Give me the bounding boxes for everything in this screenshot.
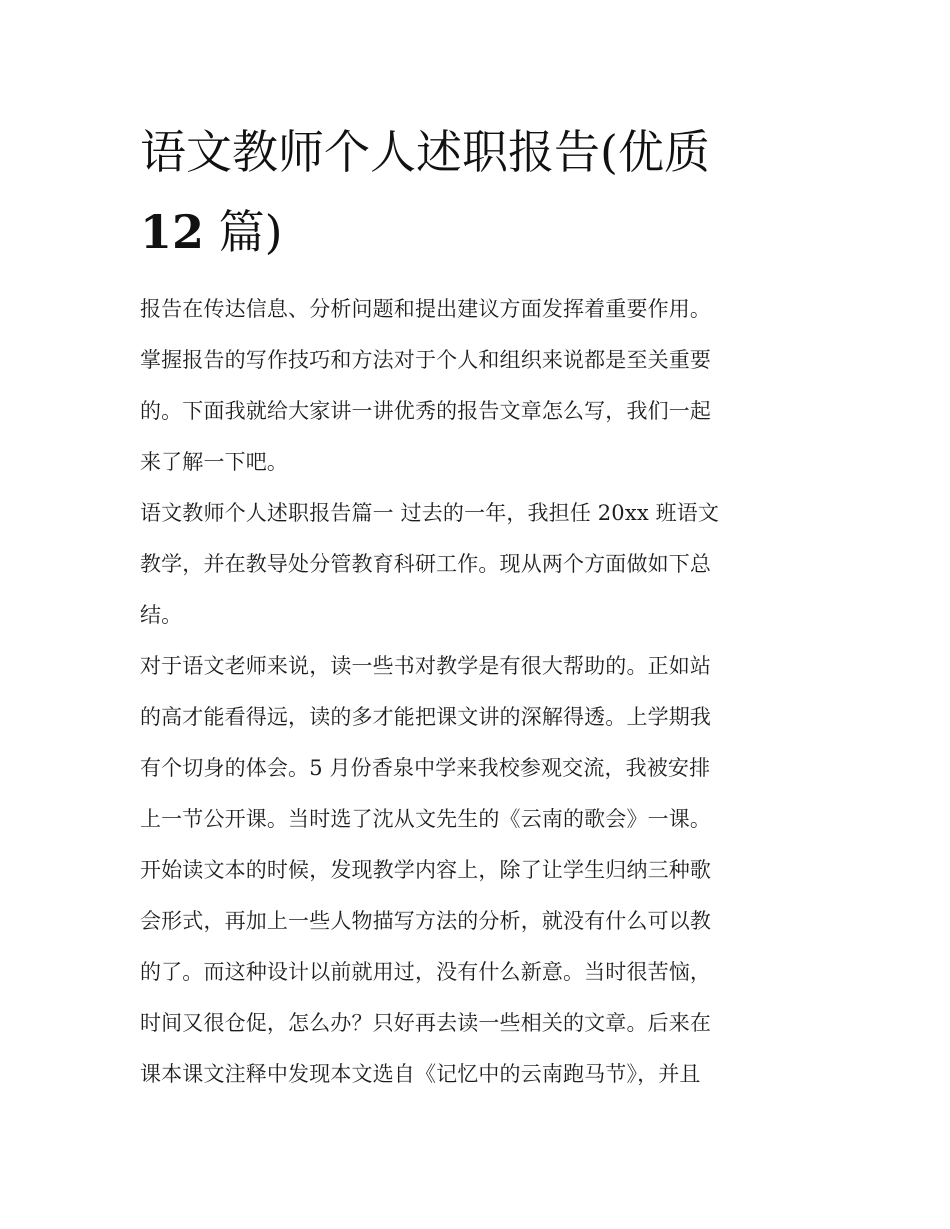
paragraph-section-one bbox=[140, 488, 812, 641]
paragraph-line: 有个切身的体会。5 月份香泉中学来我校参观交流，我被安排 bbox=[140, 756, 711, 780]
title-line-2 bbox=[140, 192, 812, 272]
paragraph-intro bbox=[140, 284, 812, 488]
document-page bbox=[140, 112, 812, 1100]
paragraph-line: 掌握报告的写作技巧和方法对于个人和组织来说都是至关重要 bbox=[140, 348, 712, 372]
paragraph-line: 来了解一下吧。 bbox=[140, 450, 289, 474]
paragraph-line: 时间又很仓促，怎么办？只好再去读一些相关的文章。后来在 bbox=[140, 1011, 712, 1035]
paragraph-line: 上一节公开课。当时选了沈从文先生的《云南的歌会》一课。 bbox=[140, 807, 712, 831]
title-count: 12 bbox=[140, 205, 205, 259]
paragraph-line: 对于语文老师来说，读一些书对教学是有很大帮助的。正如站 bbox=[140, 654, 712, 678]
paragraph-line: 的了。而这种设计以前就用过，没有什么新意。当时很苦恼， bbox=[140, 960, 712, 984]
document-title bbox=[140, 112, 812, 272]
paragraph-line: 报告在传达信息、分析问题和提出建议方面发挥着重要作用。 bbox=[140, 297, 712, 321]
paragraph-line: 开始读文本的时候，发现教学内容上，除了让学生归纳三种歌 bbox=[140, 858, 712, 882]
paragraph-line: 教学，并在教导处分管教育科研工作。现从两个方面做如下总 bbox=[140, 552, 712, 576]
paragraph-line: 会形式，再加上一些人物描写方法的分析，就没有什么可以教 bbox=[140, 909, 712, 933]
title-suffix: 篇) bbox=[204, 205, 283, 259]
paragraph-line: 的。下面我就给大家讲一讲优秀的报告文章怎么写，我们一起 bbox=[140, 399, 712, 423]
paragraph-line: 课本课文注释中发现本文选自《记忆中的云南跑马节》，并且 bbox=[140, 1062, 701, 1086]
paragraph-line: 的高才能看得远，读的多才能把课文讲的深解得透。上学期我 bbox=[140, 705, 712, 729]
paragraph-line: 语文教师个人述职报告篇一 过去的一年，我担任 20xx 班语文 bbox=[140, 501, 720, 525]
paragraph-line: 结。 bbox=[140, 603, 183, 627]
title-line-1: 语文教师个人述职报告(优质 bbox=[140, 125, 710, 179]
paragraph-reading bbox=[140, 641, 812, 1100]
